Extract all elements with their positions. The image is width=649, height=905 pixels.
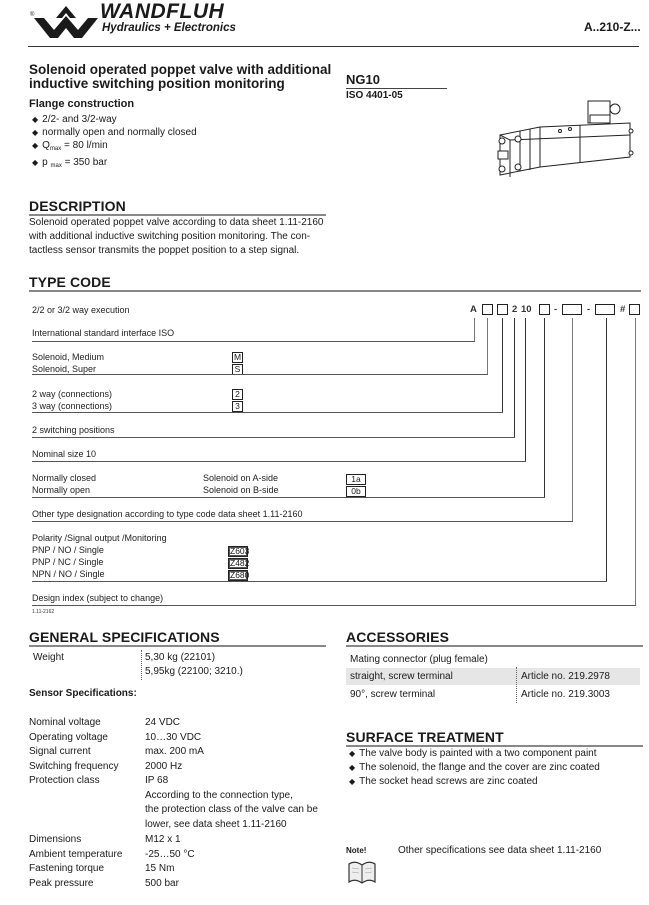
spec-value: 2000 Hz (145, 760, 183, 772)
brand-tagline: Hydraulics + Electronics (102, 22, 236, 34)
tc-divider (32, 605, 636, 606)
surface-heading: SURFACE TREATMENT (346, 729, 504, 745)
tag-0b: 0b (346, 486, 366, 497)
weight-value: 5,30 kg (22101) (145, 652, 216, 663)
tag-1a: 1a (346, 474, 366, 485)
spec-label: Signal current (29, 746, 91, 757)
spec-value: 10…30 VDC (145, 731, 202, 743)
spec-value: -25…50 °C (145, 848, 195, 860)
page-title (29, 63, 331, 91)
description-line: with additional inductive switching position monitoring. The con- (29, 231, 311, 242)
size-divider (346, 88, 447, 89)
valve-illustration (490, 95, 640, 185)
registered-mark: ® (30, 12, 35, 18)
model-code: A..210-Z... (584, 20, 641, 34)
code-box-solenoid[interactable] (497, 304, 508, 315)
brand-name: WANDFLUH (100, 0, 225, 23)
spec-label: Dimensions (29, 834, 82, 845)
tc-divider (32, 461, 526, 462)
tag-3way: 3 (232, 401, 243, 412)
spec-value: M12 x 1 (145, 834, 181, 845)
tc-divider (32, 412, 503, 413)
spec-label: Operating voltage (29, 731, 108, 743)
general-specs-divider (29, 645, 326, 647)
tag-z482: Z482 (230, 558, 250, 568)
tc-row-sol-medium: Solenoid, Medium (32, 352, 105, 362)
book-icon (347, 858, 377, 886)
spec-value: max. 200 mA (145, 746, 204, 757)
tc-row-sol-a: Solenoid on A-side (203, 473, 279, 483)
qmax-symbol: Q (42, 140, 50, 151)
spec-label: Ambient temperature (29, 848, 123, 860)
qmax-sub: max (49, 146, 62, 152)
surface-item: ◆ The socket head screws are zinc coated (349, 775, 600, 789)
accessories-heading: ACCESSORIES (346, 629, 450, 645)
tc-row-pnp-nc: PNP / NC / Single (32, 557, 104, 567)
title-line-1: Solenoid operated poppet valve with additional (29, 62, 332, 77)
pmax-value: = 350 bar (61, 157, 108, 168)
description-line: tactless sensor transmits the poppet position to a step signal. (29, 245, 300, 256)
tc-row-nc: Normally closed (32, 473, 97, 483)
code-char-10: 10 (521, 304, 532, 315)
tc-row-way3: 3 way (connections) (32, 401, 113, 411)
connector-line (474, 318, 475, 341)
code-dash-1: - (554, 304, 558, 315)
spec-value: IP 68 (145, 775, 169, 786)
tc-divider (32, 521, 573, 522)
weight-value: 5,95kg (22100; 3210.) (145, 666, 243, 677)
note-text: Other specifications see data sheet 1.11-2160 (398, 845, 602, 856)
type-code-heading: TYPE CODE (29, 274, 111, 290)
tc-row-execution: 2/2 or 3/2 way execution (32, 305, 130, 315)
tc-row-switching: 2 switching positions (32, 425, 115, 435)
accessory-separator (516, 667, 517, 703)
code-dash-2: - (587, 304, 591, 315)
protection-note-line: the protection class of the valve can be (145, 804, 318, 815)
connector-line (487, 318, 488, 374)
accessory-row (346, 668, 640, 685)
description-heading: DESCRIPTION (29, 198, 126, 214)
tc-row-polarity: Polarity /Signal output /Monitoring (32, 533, 167, 543)
accessory-article: Article no. 219.3003 (521, 689, 610, 700)
accessories-divider (346, 645, 643, 647)
tag-z680: Z680 (230, 570, 250, 580)
code-box-other[interactable] (562, 304, 582, 315)
accessories-title: Mating connector (plug female) (350, 654, 488, 665)
description-line: Solenoid operated poppet valve according to data sheet 1.11-2160 (29, 217, 324, 228)
spec-label: Peak pressure (29, 877, 94, 889)
accessory-type: 90°, screw terminal (350, 689, 436, 700)
tag-z603: Z603 (230, 546, 250, 556)
connector-line (525, 318, 526, 462)
weight-separator (141, 650, 142, 680)
tc-divider (32, 437, 515, 438)
protection-note-line: lower, see data sheet 1.11-2160 (145, 818, 287, 830)
connector-line (606, 318, 607, 582)
surface-item: ◆ The valve body is painted with a two component paint (349, 747, 600, 761)
feature-list (32, 113, 197, 173)
feature-item-qmax (32, 139, 197, 156)
tc-divider (32, 374, 488, 375)
tc-row-pnp-no: PNP / NO / Single (32, 545, 104, 555)
connector-line (544, 318, 545, 498)
type-code-divider (29, 290, 641, 292)
feature-item: ◆ 2/2- and 3/2-way (32, 113, 197, 126)
feature-item: ◆ normally open and normally closed (32, 126, 197, 139)
accessory-article: Article no. 219.2978 (521, 671, 610, 682)
description-text (29, 216, 323, 258)
tc-row-way2: 2 way (connections) (32, 389, 113, 399)
wandfluh-logo-icon (34, 6, 98, 38)
spec-label: Nominal voltage (29, 717, 101, 728)
tc-divider (32, 581, 607, 582)
surface-list (349, 747, 600, 789)
code-char-2: 2 (512, 304, 518, 315)
spec-value: 500 bar (145, 877, 179, 889)
accessory-row (346, 686, 640, 703)
tc-divider (32, 497, 545, 498)
spec-value: 15 Nm (145, 863, 175, 874)
tc-row-nominal: Nominal size 10 (32, 449, 97, 459)
connector-line (502, 318, 503, 412)
title-line-2: inductive switching position monitoring (29, 76, 285, 91)
surface-item: ◆ The solenoid, the flange and the cover are zinc coated (349, 761, 600, 775)
tc-row-sol-super: Solenoid, Super (32, 364, 97, 374)
code-char-a: A (470, 304, 477, 315)
connector-line (514, 318, 515, 438)
code-box-position[interactable] (539, 304, 550, 315)
header-divider (28, 46, 639, 47)
note-label: Note! (346, 846, 367, 855)
tag-medium: M (234, 352, 242, 362)
code-box-sensor[interactable] (595, 304, 615, 315)
feature-item-pmax (32, 156, 197, 173)
spec-value: 24 VDC (145, 717, 181, 728)
tc-divider (32, 341, 475, 342)
code-char-hash: # (620, 304, 626, 315)
code-box-design[interactable] (629, 304, 640, 315)
weight-label: Weight (33, 652, 64, 663)
tag-super: S (232, 364, 243, 375)
accessory-type: straight, screw terminal (350, 671, 453, 682)
connector-line (635, 318, 636, 606)
spec-label: Protection class (29, 775, 100, 786)
spec-label: Fastening torque (29, 863, 105, 874)
doc-number: 1.11-2162 (32, 609, 55, 615)
tc-row-design: Design index (subject to change) (32, 593, 164, 603)
tc-row-other: Other type designation according to type code data sheet 1.11-2160 (32, 509, 303, 519)
pmax-symbol: p (42, 157, 48, 168)
flange-subheading: Flange construction (29, 98, 135, 110)
tc-row-sol-b: Solenoid on B-side (203, 485, 279, 495)
standard-label: ISO 4401-05 (346, 90, 403, 101)
tc-row-iso: International standard interface ISO (32, 328, 175, 338)
connector-line (572, 318, 573, 522)
tag-2way: 2 (232, 389, 243, 400)
tc-row-npn-no: NPN / NO / Single (32, 569, 105, 579)
sensor-specs-heading: Sensor Specifications: (29, 688, 137, 699)
qmax-value: = 80 l/min (61, 140, 108, 151)
tc-row-no: Normally open (32, 485, 91, 495)
spec-label: Switching frequency (29, 760, 119, 772)
code-box-execution[interactable] (482, 304, 493, 315)
protection-note-line: According to the connection type, (145, 789, 293, 801)
size-label: NG10 (346, 72, 380, 87)
pmax-sub: max (50, 163, 62, 169)
general-specs-heading: GENERAL SPECIFICATIONS (29, 629, 220, 645)
